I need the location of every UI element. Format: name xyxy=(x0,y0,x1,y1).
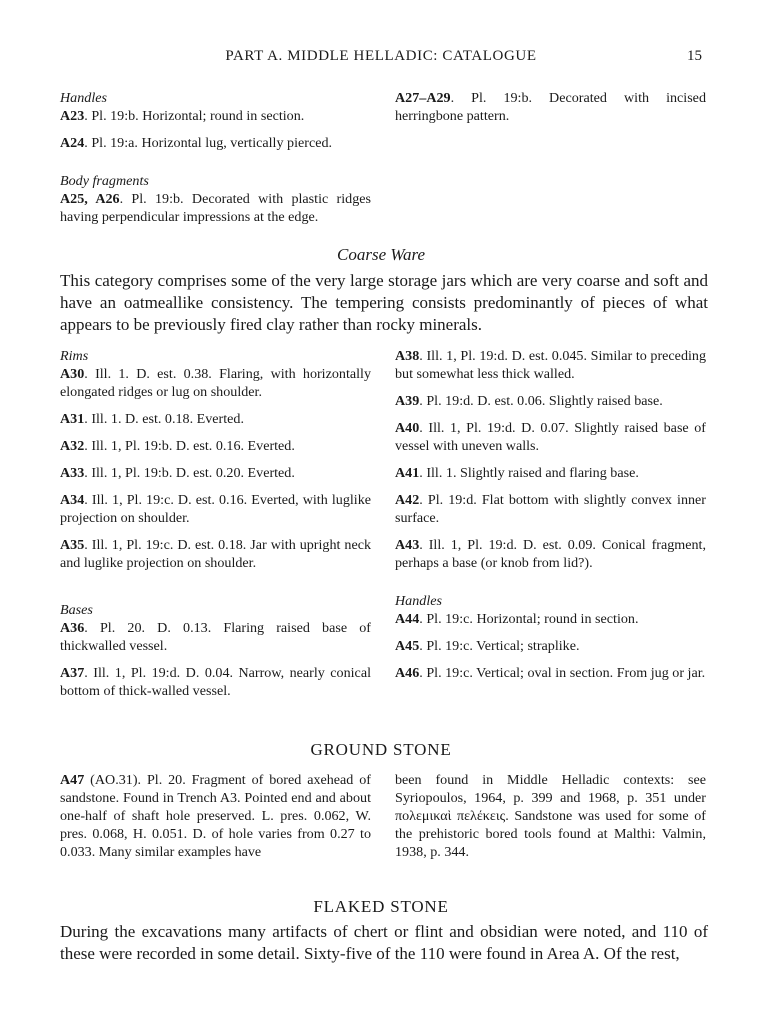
running-title: PART A. MIDDLE HELLADIC: CATALOGUE xyxy=(225,48,537,64)
category-heading: Bases xyxy=(60,602,93,618)
entry-text: (AO.31). Pl. 20. Fragment of bored axehead of sandstone. Found in Trench A3. Pointed end and about one-half of shaft hole preserved. L. pres. 0.062, W. pres. 0.068, H. 0.051. D. of hole varies from 0.27 to 0.033. Many similar examples have xyxy=(60,772,371,860)
flaked-stone-heading: FLAKED STONE xyxy=(313,897,449,916)
entry-id: A40 xyxy=(395,420,420,436)
catalogue-entry xyxy=(60,437,371,455)
entry-text: . Ill. 1, Pl. 19:c. D. est. 0.18. Jar with upright neck and luglike projection on shoulder. xyxy=(60,537,371,571)
category-heading: Body fragments xyxy=(60,173,149,189)
entry-text: . Ill. 1. D. est. 0.38. Flaring, with horizontally elongated ridges or lug on shoulder. xyxy=(60,366,371,400)
entry-text: . Pl. 19:d. D. est. 0.06. Slightly raised base. xyxy=(419,393,663,409)
catalogue-entry xyxy=(395,419,706,455)
entry-text: . Pl. 19:b. Decorated with plastic ridges having perpendicular impressions at the edge. xyxy=(60,191,371,225)
entry-text: . Ill. 1, Pl. 19:d. D. est. 0.09. Conical fragment, perhaps a base (or knob from lid?). xyxy=(395,537,706,571)
coarse-ware-left-column xyxy=(60,347,371,700)
entry-id: A32 xyxy=(60,438,85,454)
entry-id: A35 xyxy=(60,537,85,553)
entry-id: A25, A26 xyxy=(60,191,120,207)
page-header xyxy=(0,46,762,70)
catalogue-entry xyxy=(395,89,706,125)
entry-text: . Pl. 19:c. Vertical; straplike. xyxy=(419,638,580,654)
entry-id: A30 xyxy=(60,366,85,382)
catalogue-entry xyxy=(60,536,371,572)
entry-id: A24 xyxy=(60,135,85,151)
continued-text: been found in Middle Helladic contexts: see Syriopoulos, 1964, p. 399 and 1968, p. 351 under πολεμικαὶ πελέκεις. Sandstone was used for some of the prehistoric bored tools found at Malthi: Valmin, 1938, p. 344. xyxy=(395,772,706,860)
entry-id: A33 xyxy=(60,465,85,481)
entry-id: A23 xyxy=(60,108,85,124)
category-heading: Handles xyxy=(395,593,442,609)
entry-text: . Pl. 19:c. Horizontal; round in section. xyxy=(419,611,639,627)
coarse-ware-intro xyxy=(60,270,708,336)
entry-text: . Pl. 19:c. Vertical; oval in section. From jug or jar. xyxy=(419,665,706,681)
entry-id: A39 xyxy=(395,393,420,409)
catalogue-entry xyxy=(60,491,371,527)
entry-id: A34 xyxy=(60,492,85,508)
entry-text: . Ill. 1, Pl. 19:b. D. est. 0.16. Everted. xyxy=(84,438,295,454)
entry-text: . Ill. 1. D. est. 0.18. Everted. xyxy=(84,411,244,427)
entry-id: A44 xyxy=(395,611,420,627)
entry-text: . Ill. 1. Slightly raised and flaring base. xyxy=(419,465,639,481)
entry-id: A42 xyxy=(395,492,420,508)
coarse-ware-right-column xyxy=(395,347,706,682)
category-heading: Rims xyxy=(60,348,89,364)
catalogue-entry xyxy=(395,637,706,655)
entry-text: . Pl. 19:b. Decorated with incised herringbone pattern. xyxy=(395,90,706,124)
entry-text: . Ill. 1, Pl. 19:c. D. est. 0.16. Everted, with luglike projection on shoulder. xyxy=(60,492,371,526)
catalogue-entry xyxy=(60,664,371,700)
catalogue-entry xyxy=(60,410,371,428)
catalogue-entry xyxy=(60,190,371,226)
entry-id: A37 xyxy=(60,665,85,681)
catalogue-entry xyxy=(395,610,706,628)
coarse-ware-heading: Coarse Ware xyxy=(337,245,425,264)
catalogue-entry xyxy=(395,536,706,572)
flaked-stone-intro xyxy=(60,921,708,965)
entry-id: A45 xyxy=(395,638,420,654)
catalogue-entry xyxy=(395,491,706,527)
entry-id: A38 xyxy=(395,348,420,364)
entry-text: . Pl. 19:a. Horizontal lug, vertically pierced. xyxy=(84,135,333,151)
catalogue-entry xyxy=(60,464,371,482)
entry-id: A43 xyxy=(395,537,420,553)
catalogue-entry xyxy=(60,365,371,401)
ground-stone-heading: GROUND STONE xyxy=(310,740,452,759)
fine-ware-right-column xyxy=(395,89,706,125)
page-number: 15 xyxy=(687,48,702,64)
ground-stone-right-column xyxy=(395,771,706,861)
catalogue-entry xyxy=(395,392,706,410)
entry-text: . Pl. 19:b. Horizontal; round in section. xyxy=(84,108,305,124)
entry-text: . Pl. 20. D. 0.13. Flaring raised base of thickwalled vessel. xyxy=(60,620,371,654)
catalogue-entry xyxy=(60,771,371,861)
entry-text: . Ill. 1, Pl. 19:b. D. est. 0.20. Everted. xyxy=(84,465,295,481)
entry-id: A36 xyxy=(60,620,85,636)
catalogue-entry xyxy=(60,134,371,152)
fine-ware-left-column xyxy=(60,89,371,226)
entry-id: A41 xyxy=(395,465,420,481)
catalogue-entry xyxy=(395,347,706,383)
entry-id: A27–A29 xyxy=(395,90,451,106)
catalogue-entry xyxy=(395,464,706,482)
catalogue-entry xyxy=(395,664,706,682)
entry-id: A31 xyxy=(60,411,85,427)
entry-text: . Pl. 19:d. Flat bottom with slightly convex inner surface. xyxy=(395,492,706,526)
entry-text: . Ill. 1, Pl. 19:d. D. 0.04. Narrow, nearly conical bottom of thick-walled vessel. xyxy=(60,665,371,699)
entry-id: A46 xyxy=(395,665,420,681)
entry-text: . Ill. 1, Pl. 19:d. D. est. 0.045. Similar to preceding but somewhat less thick walled. xyxy=(395,348,706,382)
intro-paragraph: This category comprises some of the very large storage jars which are very coarse and soft and have an oatmeallike consistency. The tempering consists predominantly of pieces of what appears to be previously fired clay rather than rocky minerals. xyxy=(60,271,708,334)
entry-id: A47 xyxy=(60,772,85,788)
entry-text: . Ill. 1, Pl. 19:d. D. 0.07. Slightly raised base of vessel with uneven walls. xyxy=(395,420,706,454)
catalogue-entry xyxy=(60,107,371,125)
catalogue-entry xyxy=(60,619,371,655)
category-heading: Handles xyxy=(60,90,107,106)
ground-stone-left-column xyxy=(60,771,371,861)
intro-paragraph: During the excavations many artifacts of chert or flint and obsidian were noted, and 110 of these were recorded in some detail. Sixty-five of the 110 were found in Area A. Of the rest, xyxy=(60,922,708,963)
